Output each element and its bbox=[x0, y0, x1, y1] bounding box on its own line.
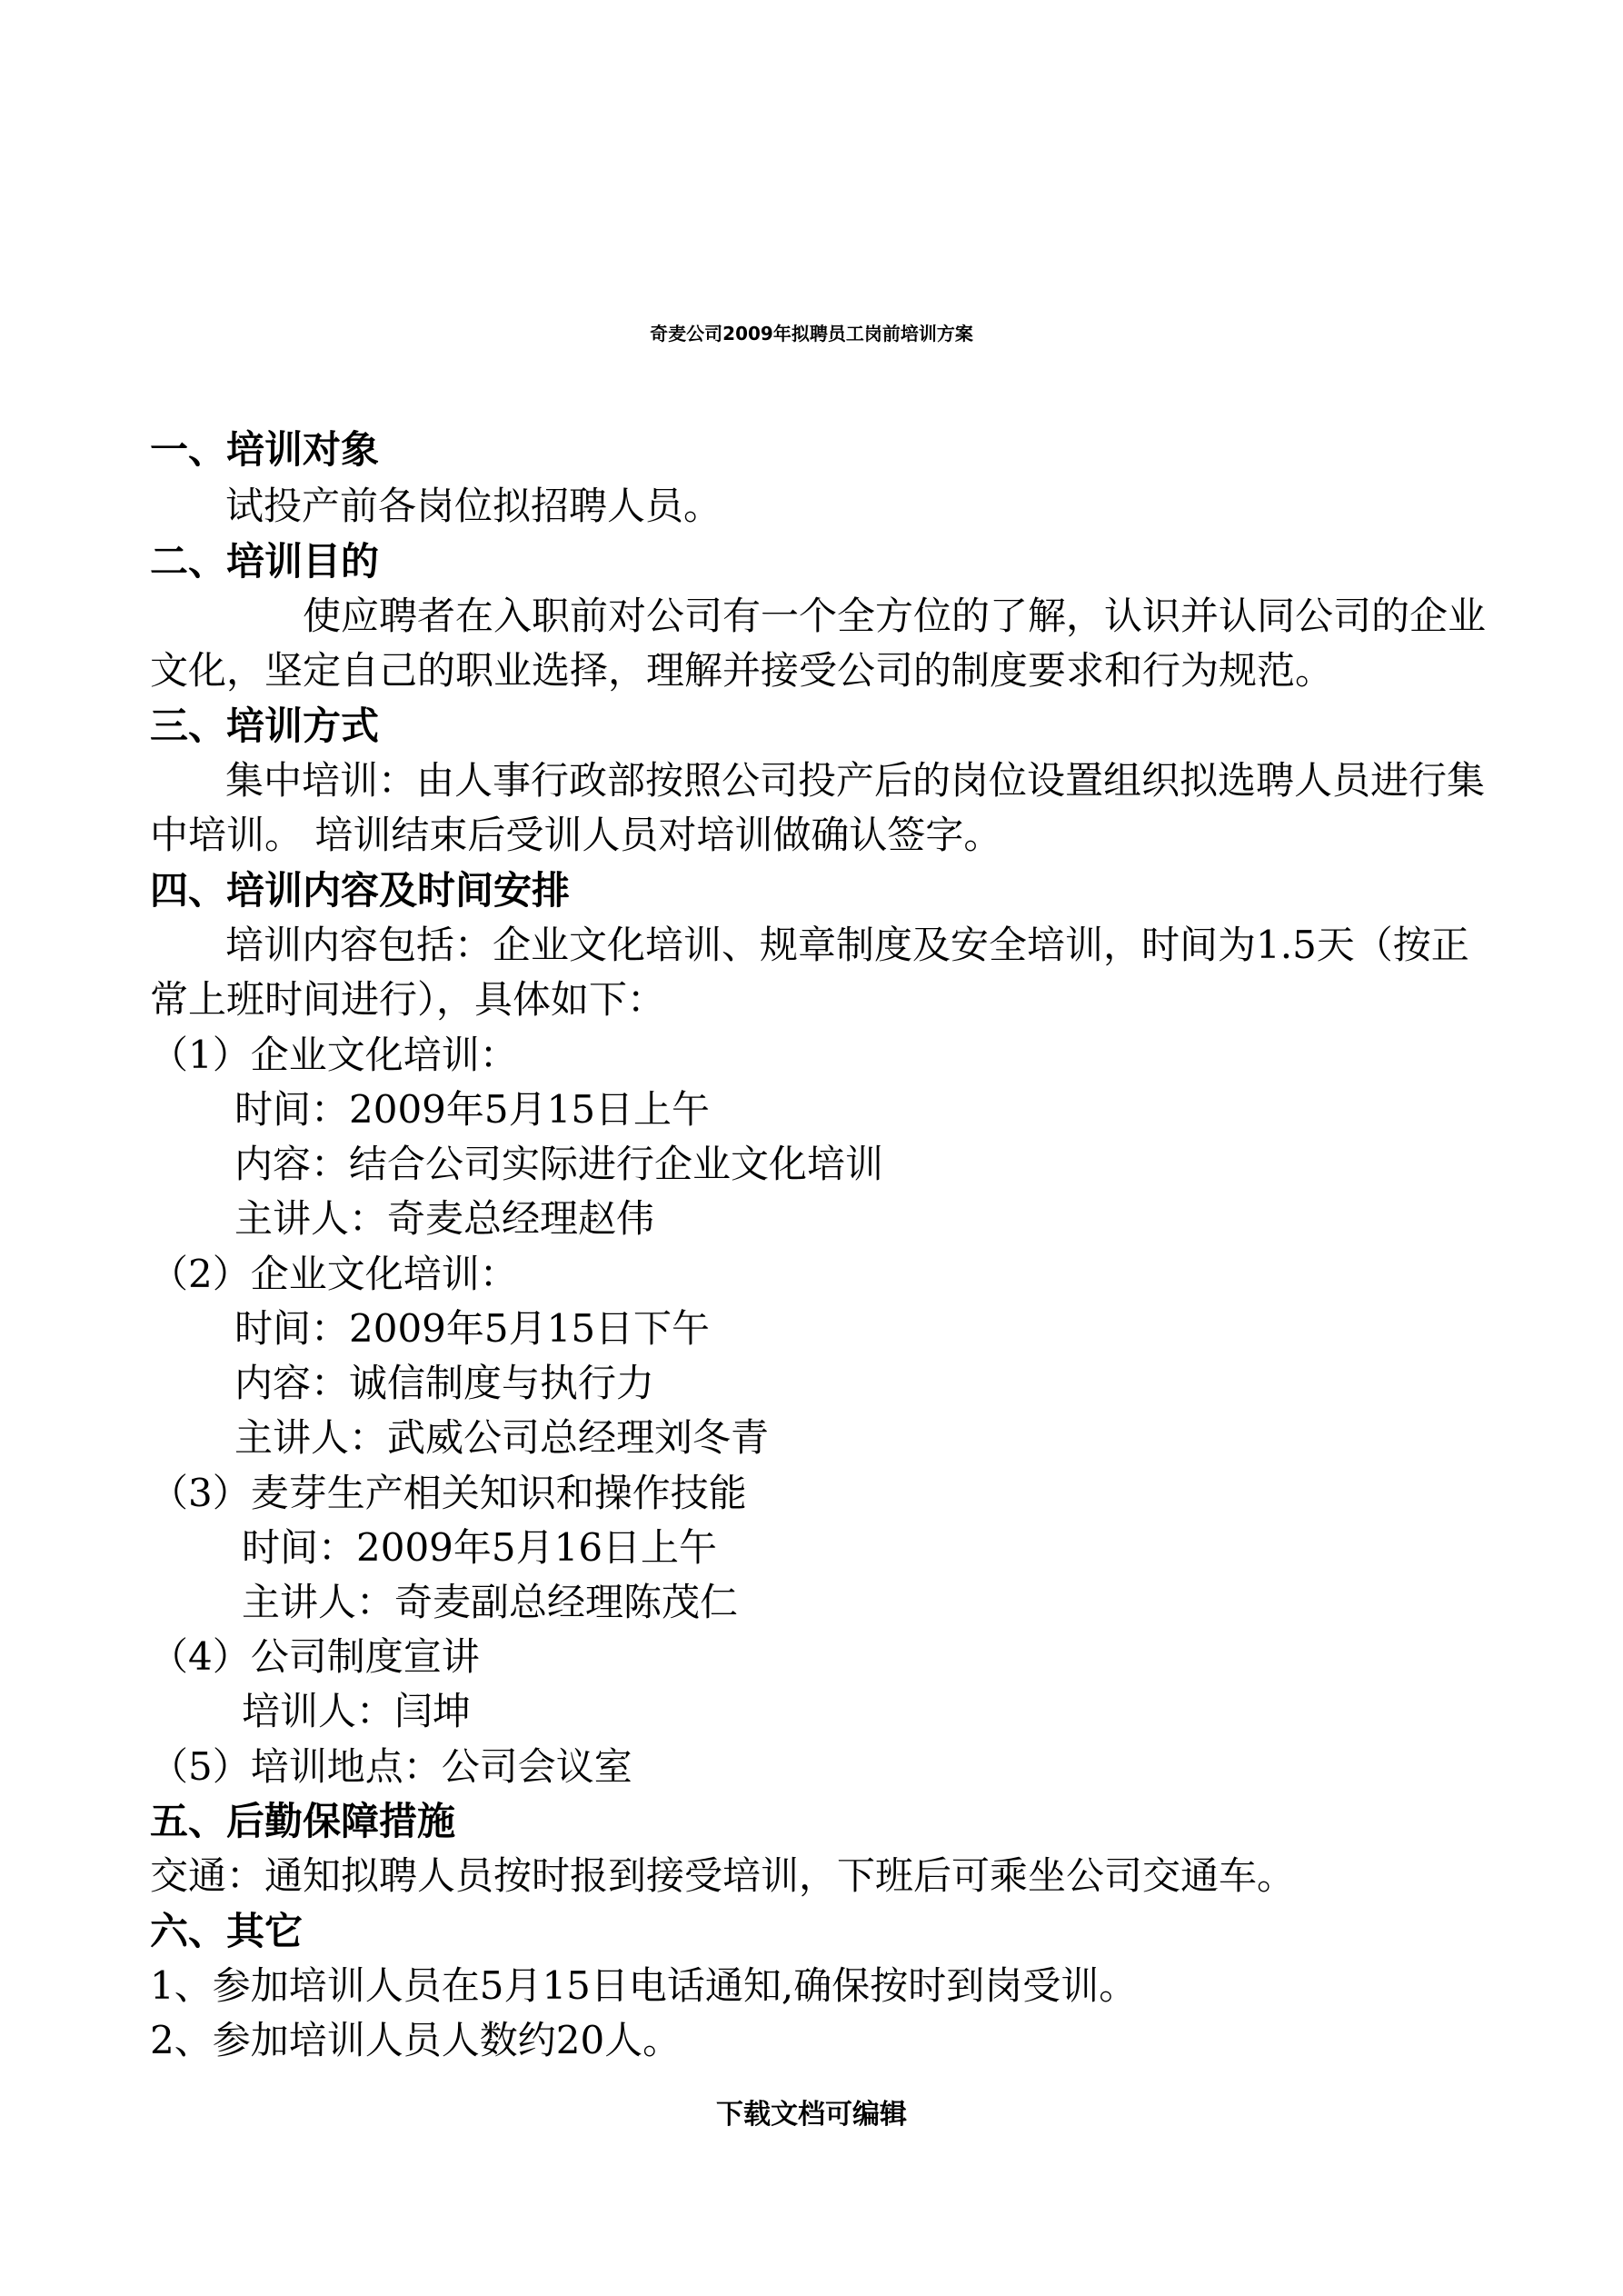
other-line-1: 1、参加培训人员在5月15日电话通知,确保按时到岗受训。 bbox=[150, 1963, 1138, 2008]
schedule-item-3-label: （3）麦芽生产相关知识和操作技能 bbox=[150, 1471, 747, 1515]
schedule-item-2-label: （2）企业文化培训： bbox=[150, 1252, 518, 1296]
other-line-2: 2、参加培训人员人数约20人。 bbox=[150, 2018, 682, 2062]
schedule-item-4-speaker: 培训人：闫坤 bbox=[242, 1689, 472, 1733]
section-heading-content-schedule: 四、培训内容及时间安排 bbox=[150, 868, 571, 913]
content-schedule-line-1: 培训内容包括：企业文化培训、规章制度及安全培训，时间为1.5天（按正 bbox=[225, 923, 1469, 967]
section-heading-training-method: 三、培训方式 bbox=[150, 704, 380, 748]
schedule-item-2-time: 时间：2009年5月15日下午 bbox=[234, 1306, 711, 1351]
schedule-item-2-speaker: 主讲人：武威公司总经理刘冬青 bbox=[234, 1415, 770, 1460]
training-purpose-line-1: 使应聘者在入职前对公司有一个全方位的了解，认识并认同公司的企业 bbox=[303, 594, 1487, 638]
schedule-item-3-speaker: 主讲人：奇麦副总经理陈茂仁 bbox=[242, 1580, 739, 1624]
schedule-item-1-content: 内容：结合公司实际进行企业文化培训 bbox=[234, 1142, 884, 1186]
training-method-line-2: 中培训。 培训结束后受训人员对培训做确认签字。 bbox=[150, 813, 1002, 857]
training-method-line-1: 集中培训：由人事行政部按照公司投产后的岗位设置组织拟选聘人员进行集 bbox=[225, 758, 1486, 803]
schedule-item-3-time: 时间：2009年5月16日上午 bbox=[242, 1525, 718, 1570]
training-target-text: 试投产前各岗位拟招聘人员。 bbox=[225, 484, 722, 528]
section-heading-logistics: 五、后勤保障措施 bbox=[150, 1799, 456, 1843]
schedule-item-1-label: （1）企业文化培训： bbox=[150, 1033, 518, 1077]
schedule-item-5-label: （5）培训地点：公司会议室 bbox=[150, 1744, 632, 1789]
schedule-item-1-speaker: 主讲人：奇麦总经理赵伟 bbox=[234, 1196, 655, 1241]
footer-note: 下载文档可编辑 bbox=[716, 2099, 907, 2131]
logistics-text: 交通：通知拟聘人员按时报到接受培训，下班后可乘坐公司交通车。 bbox=[150, 1853, 1296, 1898]
schedule-item-1-time: 时间：2009年5月15日上午 bbox=[234, 1087, 711, 1132]
section-heading-training-target: 一、培训对象 bbox=[150, 427, 380, 472]
content-schedule-line-2: 常上班时间进行），具体如下： bbox=[150, 977, 666, 1022]
section-heading-other: 六、其它 bbox=[150, 1909, 304, 1953]
section-heading-training-purpose: 二、培训目的 bbox=[150, 539, 380, 584]
schedule-item-2-content: 内容：诚信制度与执行力 bbox=[234, 1361, 655, 1405]
schedule-item-4-label: （4）公司制度宣讲 bbox=[150, 1634, 480, 1679]
training-purpose-line-2: 文化，坚定自己的职业选择，理解并接受公司的制度要求和行为规范。 bbox=[150, 648, 1334, 693]
document-title: 奇麦公司2009年拟聘员工岗前培训方案 bbox=[650, 323, 973, 344]
